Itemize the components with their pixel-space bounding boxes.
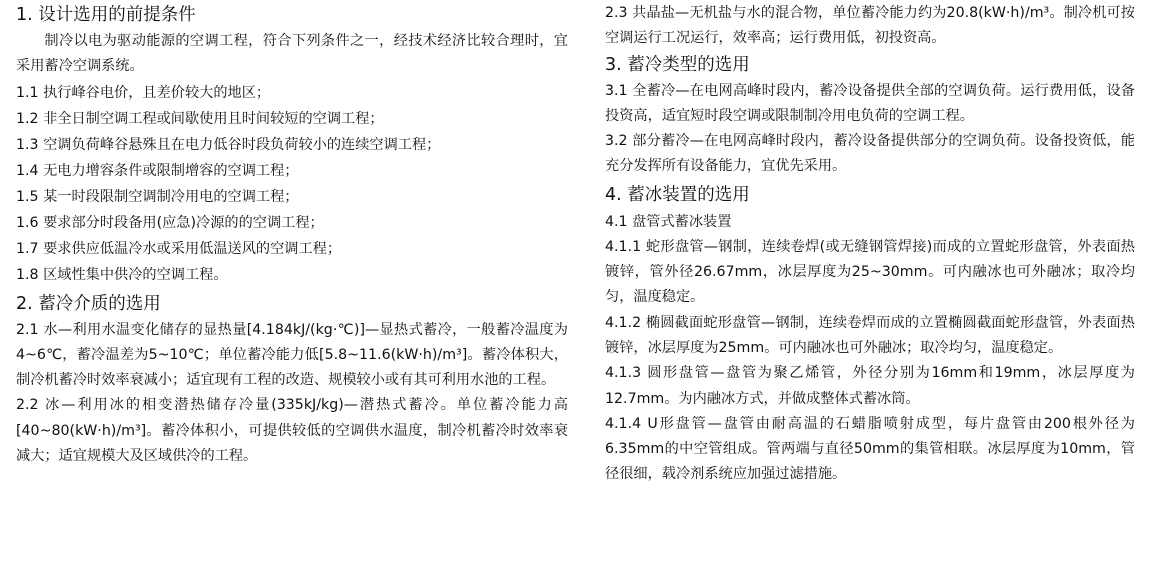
list-item-1-8: 1.8 区域性集中供冷的空调工程。	[16, 266, 228, 283]
section-1-title: 1. 设计选用的前提条件	[16, 5, 196, 25]
list-item-1-1: 1.1 执行峰谷电价，且差价较大的地区；	[16, 84, 271, 101]
list-item-1-5: 1.5 某一时段限制空调制冷用电的空调工程；	[16, 188, 299, 205]
paragraph-4-1-2: 4.1.2 椭圆截面蛇形盘管—钢制，连续卷焊而成的立置椭圆截面蛇形盘管，外表面热镀锌，冰层厚度为25mm。可内融冰也可外融冰；取冷均匀，温度稳定。	[605, 314, 1135, 356]
list-item-1-7: 1.7 要求供应低温冷水或采用低温送风的空调工程；	[16, 240, 342, 257]
right-column	[605, 0, 1135, 488]
paragraph-2-2: 2.2 冰—利用冰的相变潜热储存冷量(335kJ/kg)—潜热式蓄冷。单位蓄冷能力高 [40~80(kW·h)/m³]。蓄冷体积小，可提供较低的空调供水温度，制冷机蓄冷时效率衰减大；适宜规模大及区域供冷的工程。	[16, 397, 568, 465]
section-2-title: 2. 蓄冷介质的选用	[16, 293, 161, 314]
left-column	[16, 0, 568, 469]
subheading-4-1: 4.1 盘管式蓄冰装置	[605, 213, 732, 230]
list-item-1-4: 1.4 无电力增容条件或限制增容的空调工程；	[16, 162, 299, 179]
paragraph-4-1-1: 4.1.1 蛇形盘管—钢制，连续卷焊(或无缝钢管焊接)而成的立置蛇形盘管，外表面热镀锌，管外径26.67mm，冰层厚度为25~30mm。可内融冰也可外融冰；取冷均匀，温度稳定。	[605, 238, 1135, 306]
paragraph-2-3: 2.3 共晶盐—无机盐与水的混合物，单位蓄冷能力约为20.8(kW·h)/m³。制冷机可按空调运行工况运行，效率高；运行费用低，初投资高。	[605, 5, 1135, 47]
paragraph-2-1: 2.1 水—利用水温变化储存的显热量[4.184kJ/(kg·℃)]—显热式蓄冷，一般蓄冷温度为4~6℃，蓄冷温差为5~10℃；单位蓄冷能力低[5.8~11.6(kW·h)/m³]。蓄冷体积大，制冷机蓄冷时效率衰减小；适宜现有工程的改造、规模较小或有其可利用水池的工程。	[16, 321, 568, 389]
paragraph-4-1-3: 4.1.3 圆形盘管—盘管为聚乙烯管，外径分别为16mm和19mm，冰层厚度为12.7mm。为内融冰方式，并做成整体式蓄冰筒。	[605, 365, 1135, 407]
paragraph-4-1-4: 4.1.4 U形盘管—盘管由耐高温的石蜡脂喷射成型，每片盘管由200根外径为6.35mm的中空管组成。管两端与直径50mm的集管相联。冰层厚度为10mm，管径很细，载冷剂系统应加强过滤措施。	[605, 415, 1135, 483]
section-1-intro: 制冷以电为驱动能源的空调工程，符合下列条件之一，经技术经济比较合理时，宜采用蓄冷空调系统。	[16, 33, 568, 75]
paragraph-3-1: 3.1 全蓄冷—在电网高峰时段内，蓄冷设备提供全部的空调负荷。运行费用低，设备投资高，适宜短时段空调或限制制冷用电负荷的空调工程。	[605, 82, 1135, 124]
paragraph-3-2: 3.2 部分蓄冷—在电网高峰时段内，蓄冷设备提供部分的空调负荷。设备投资低，能充分发挥所有设备能力，宜优先采用。	[605, 133, 1135, 175]
list-item-1-3: 1.3 空调负荷峰谷悬殊且在电力低谷时段负荷较小的连续空调工程；	[16, 136, 441, 153]
list-item-1-6: 1.6 要求部分时段备用(应急)冷源的的空调工程；	[16, 214, 324, 231]
section-3-title: 3. 蓄冷类型的选用	[605, 54, 750, 75]
column-gutter	[587, 0, 588, 574]
section-4-title: 4. 蓄冰装置的选用	[605, 184, 750, 205]
list-item-1-2: 1.2 非全日制空调工程或间歇使用且时间较短的空调工程；	[16, 110, 384, 127]
